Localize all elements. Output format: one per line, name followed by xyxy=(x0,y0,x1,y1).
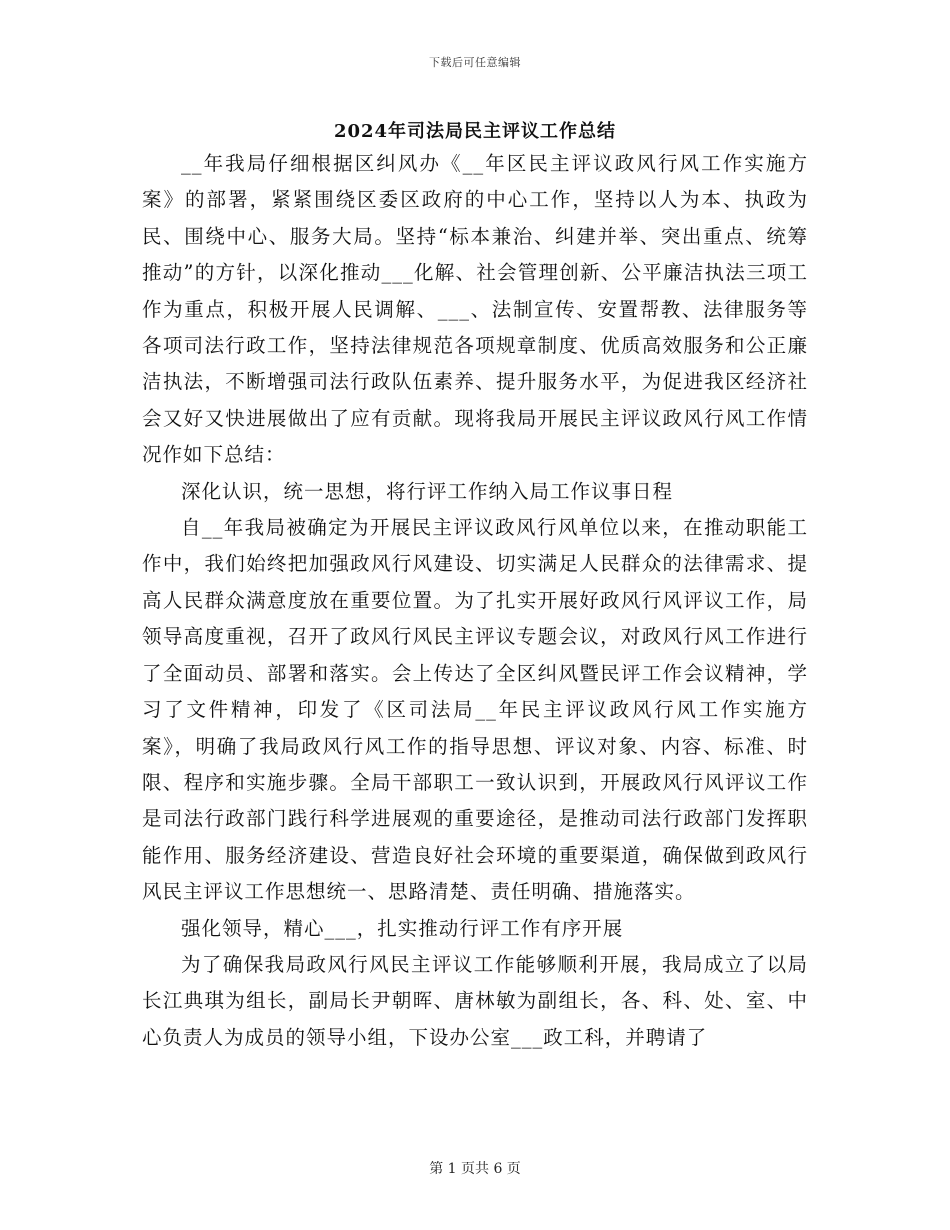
body-paragraph-1: 自__年我局被确定为开展民主评议政风行风单位以来，在推动职能工作中，我们始终把加强政风行风建设、切实满足人民群众的法律需求、提高人民群众满意度放在重要位置。为了扎实开展好政风行风评议工作，局领导高度重视，召开了政风行风民主评议专题会议，对政风行风工作进行了全面动员、部署和落实。会上传达了全区纠风暨民评工作会议精神，学习了文件精神，印发了《区司法局__年民主评议政风行风工作实施方案》，明确了我局政风行风工作的指导思想、评议对象、内容、标准、时限、程序和实施步骤。全局干部职工一致认识到，开展政风行风评议工作是司法行政部门践行科学进展观的重要途径，是推动司法行政部门发挥职能作用、服务经济建设、营造良好社会环境的重要渠道，确保做到政风行风民主评议工作思想统一、思路清楚、责任明确、措施落实。 xyxy=(142,516,808,904)
page-header-note: 下载后可任意编辑 xyxy=(429,56,521,69)
section-heading-2: 强化领导，精心___，扎实推动行评工作有序开展 xyxy=(181,916,624,940)
body-paragraph-2: 为了确保我局政风行风民主评议工作能够顺利开展，我局成立了以局长江典琪为组长，副局长尹朝晖、唐林敏为副组长，各、科、处、室、中心负责人为成员的领导小组，下设办公室___政工科，并聘请了 xyxy=(142,952,808,1049)
page-footer: 第 1 页共 6 页 xyxy=(429,1161,521,1177)
body-paragraph-intro: __年我局仔细根据区纠风办《__年区民主评议政风行风工作实施方案》的部署，紧紧围绕区委区政府的中心工作，坚持以人为本、执政为民、围绕中心、服务大局。坚持“标本兼治、纠建并举、突出重点、统筹推动”的方针，以深化推动___化解、社会管理创新、公平廉洁执法三项工作为重点，积极开展人民调解、___、法制宣传、安置帮教、法律服务等各项司法行政工作，坚持法律规范各项规章制度、优质高效服务和公正廉洁执法，不断增强司法行政队伍素养、提升服务水平，为促进我区经济社会又好又快进展做出了应有贡献。现将我局开展民主评议政风行风工作情况作如下总结： xyxy=(142,152,808,467)
document-body xyxy=(142,146,808,1056)
section-heading-1: 深化认识，统一思想，将行评工作纳入局工作议事日程 xyxy=(181,479,674,503)
document-title: 2024年司法局民主评议工作总结 xyxy=(333,121,617,142)
